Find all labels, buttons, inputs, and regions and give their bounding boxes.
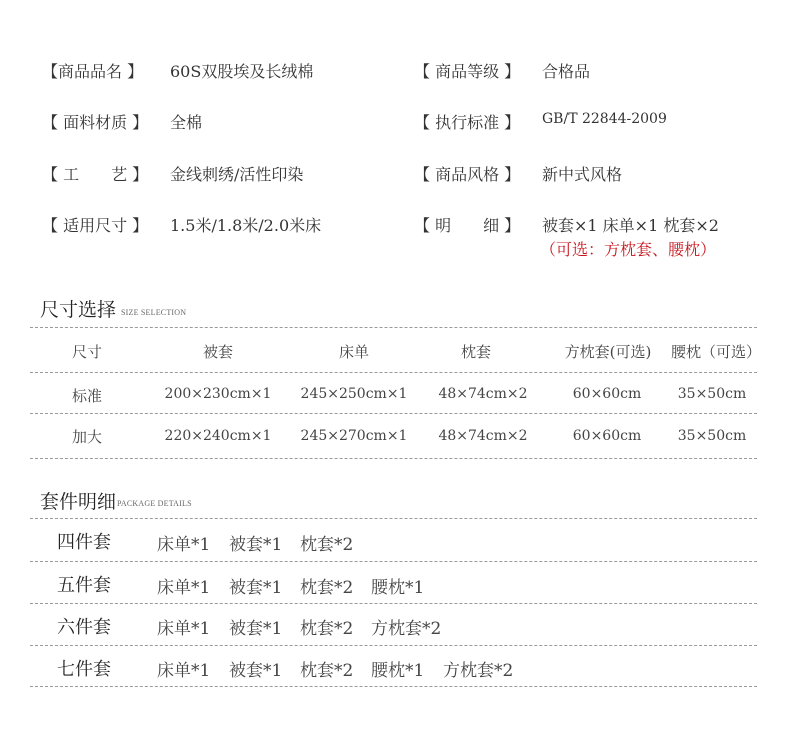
size-row-waist-pillow: 35×50cm (677, 386, 747, 402)
info-label-detail: 【 明 细 】 (414, 216, 521, 235)
package-item: 床单*1 (157, 535, 211, 555)
size-row-sheet: 245×250cm×1 (300, 386, 408, 402)
divider (30, 645, 757, 646)
package-item: 被套*1 (229, 535, 283, 555)
divider (30, 413, 757, 414)
size-header-size: 尺寸 (71, 343, 102, 361)
size-header-duvet: 被套 (202, 343, 233, 361)
info-label-standard: 【 执行标准 】 (414, 113, 521, 132)
divider (30, 327, 757, 328)
info-value-size: 1.5米/1.8米/2.0米床 (170, 216, 322, 235)
info-value-detail: 被套×1 床单×1 枕套×2 (542, 216, 719, 235)
package-item: 被套*1 (229, 578, 283, 598)
package-item: 床单*1 (157, 619, 211, 639)
package-item: 枕套*2 (300, 578, 354, 598)
info-value-craft: 金线刺绣/活性印染 (170, 165, 304, 184)
info-label-craft: 【 工 艺 】 (42, 165, 149, 184)
package-item: 被套*1 (229, 661, 283, 681)
size-row-pillowcase: 48×74cm×2 (438, 386, 528, 402)
size-row-pillowcase: 48×74cm×2 (438, 428, 528, 444)
size-header-pillowcase: 枕套 (460, 343, 491, 361)
package-name: 六件套 (57, 617, 111, 638)
size-row-waist-pillow: 35×50cm (677, 428, 747, 444)
info-label-material: 【 面料材质 】 (42, 113, 149, 132)
divider (30, 603, 757, 604)
divider (30, 686, 757, 687)
size-row-square-pillow: 60×60cm (572, 428, 642, 444)
package-section-subtitle: PACKAGE DETAILS (117, 499, 192, 508)
info-label-grade: 【 商品等级 】 (414, 62, 521, 81)
info-label-size: 【 适用尺寸 】 (42, 216, 149, 235)
size-row-square-pillow: 60×60cm (572, 386, 642, 402)
size-header-waist-pillow: 腰枕（可选） (670, 343, 761, 361)
package-item: 枕套*2 (300, 661, 354, 681)
package-item: 床单*1 (157, 578, 211, 598)
info-detail-optional-note: （可选：方枕套、腰枕） (540, 240, 717, 259)
package-section-title: 套件明细 (40, 491, 117, 513)
divider (30, 372, 757, 373)
package-item: 枕套*2 (300, 535, 354, 555)
size-section-title: 尺寸选择 (40, 299, 117, 321)
package-name: 七件套 (57, 659, 111, 680)
divider (30, 458, 757, 459)
size-row-sheet: 245×270cm×1 (300, 428, 408, 444)
size-section-subtitle: SIZE SELECTION (121, 308, 187, 317)
info-value-style: 新中式风格 (542, 165, 623, 184)
info-label-name: 【商品品名 】 (42, 62, 144, 81)
package-name: 五件套 (57, 575, 111, 596)
info-label-style: 【 商品风格 】 (414, 165, 521, 184)
size-row-label: 标准 (71, 387, 102, 405)
size-row-label: 加大 (71, 428, 102, 446)
package-item: 方枕套*2 (443, 661, 514, 681)
package-item: 腰枕*1 (371, 578, 425, 598)
divider (30, 518, 757, 519)
package-item: 腰枕*1 (371, 661, 425, 681)
size-row-duvet: 220×240cm×1 (164, 428, 272, 444)
size-header-sheet: 床单 (338, 343, 369, 361)
package-item: 被套*1 (229, 619, 283, 639)
size-header-square-pillow: 方枕套(可选) (564, 343, 652, 361)
package-item: 床单*1 (157, 661, 211, 681)
size-row-duvet: 200×230cm×1 (164, 386, 272, 402)
info-value-material: 全棉 (170, 113, 203, 132)
info-value-standard: GB/T 22844-2009 (542, 111, 667, 127)
info-value-grade: 合格品 (542, 62, 591, 81)
package-item: 枕套*2 (300, 619, 354, 639)
divider (30, 561, 757, 562)
package-item: 方枕套*2 (371, 619, 442, 639)
package-name: 四件套 (57, 532, 111, 553)
info-value-name: 60S双股埃及长绒棉 (170, 62, 314, 81)
